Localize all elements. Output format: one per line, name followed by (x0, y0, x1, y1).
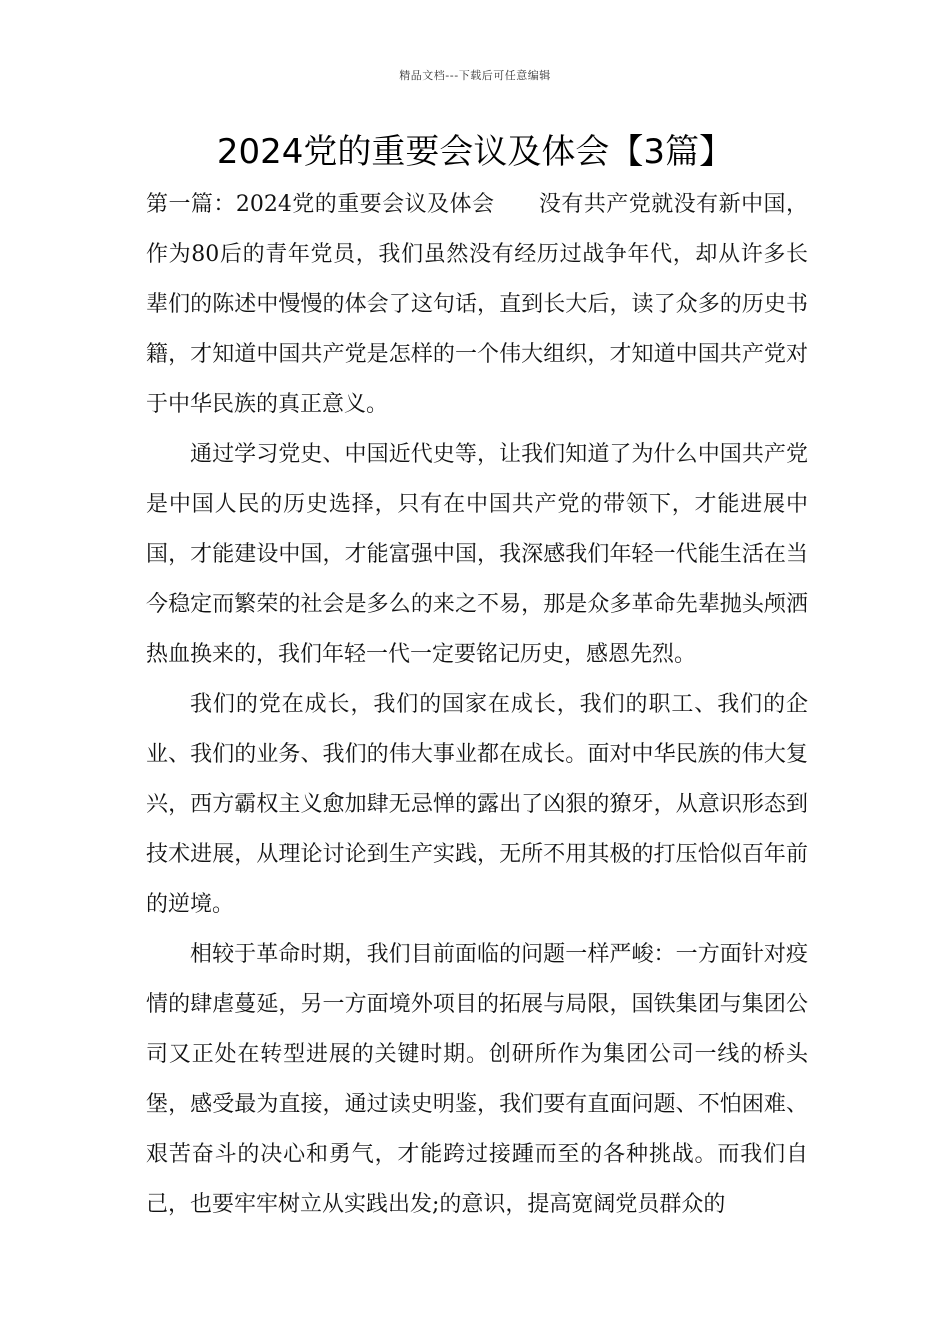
paragraph-1 (146, 180, 808, 430)
paragraph-3: 我们的党在成长，我们的国家在成长，我们的职工、我们的企业、我们的业务、我们的伟大事业都在成长。面对中华民族的伟大复兴，西方霸权主义愈加肆无忌惮的露出了凶狠的獠牙，从意识形态到技术进展，从理论讨论到生产实践，无所不用其极的打压恰似百年前的逆境。 (146, 692, 808, 917)
page-header: 精品文档---下载后可任意编辑 (399, 69, 551, 82)
paragraph-4: 相较于革命时期，我们目前面临的问题一样严峻：一方面针对疫情的肆虐蔓延，另一方面境外项目的拓展与局限，国铁集团与集团公司又正处在转型进展的关键时期。创研所作为集团公司一线的桥头堡，感受最为直接，通过读史明鉴，我们要有直面问题、不怕困难、艰苦奋斗的决心和勇气，才能跨过接踵而至的各种挑战。而我们自己，也要牢牢树立从实践出发;的意识，提高宽阔党员群众的 (146, 942, 808, 1217)
section-heading: 第一篇：2024党的重要会议及体会 (146, 192, 495, 217)
paragraph-2: 通过学习党史、中国近代史等，让我们知道了为什么中国共产党是中国人民的历史选择，只有在中国共产党的带领下，才能进展中国，才能建设中国，才能富强中国，我深感我们年轻一代能生活在当今稳定而繁荣的社会是多么的来之不易，那是众多革命先辈抛头颅洒热血换来的，我们年轻一代一定要铭记历史，感恩先烈。 (146, 442, 808, 667)
document-body (146, 180, 808, 1230)
paragraph-1-text: 没有共产党就没有新中国，作为80后的青年党员，我们虽然没有经历过战争年代，却从许多长辈们的陈述中慢慢的体会了这句话，直到长大后，读了众多的历史书籍，才知道中国共产党是怎样的一个伟大组织，才知道中国共产党对于中华民族的真正意义。 (146, 192, 808, 417)
document-title: 2024党的重要会议及体会【3篇】 (216, 132, 734, 172)
